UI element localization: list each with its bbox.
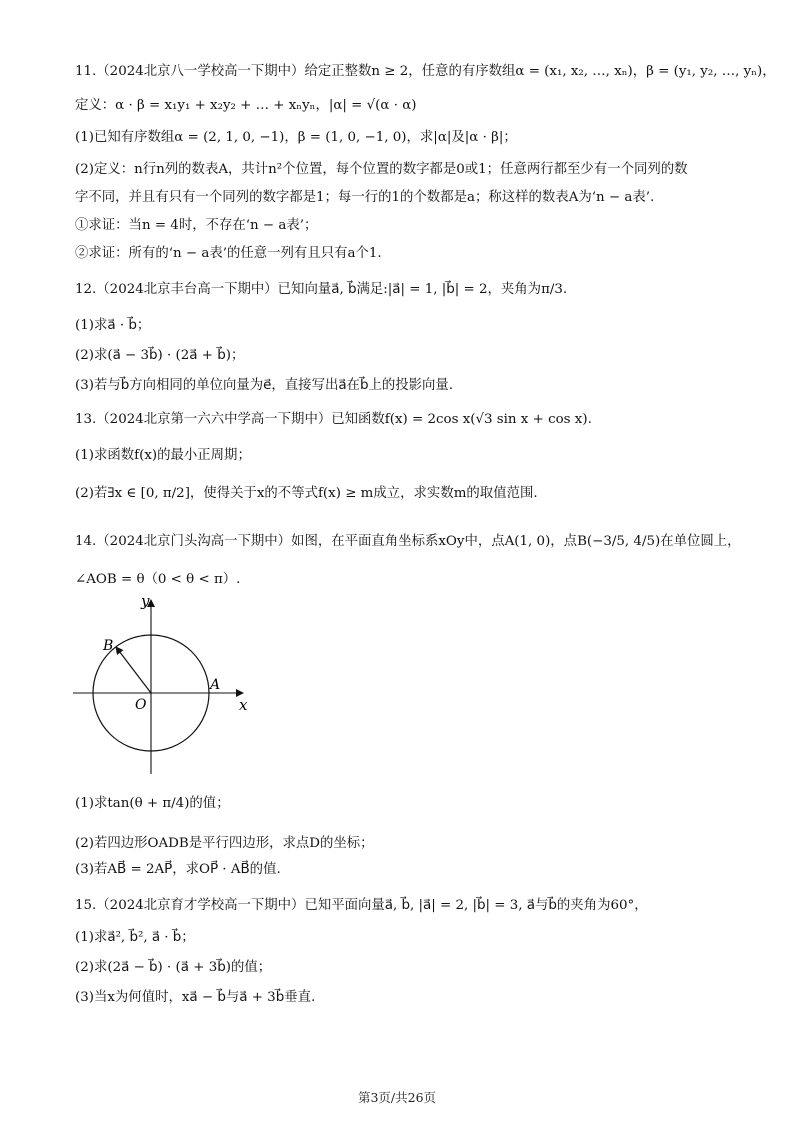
problem-12-part-2: (2)求(a⃗ − 3b⃗) · (2a⃗ + b⃗)； xyxy=(75,348,245,363)
problem-15-part-1: (1)求a⃗², b⃗², a⃗ · b⃗； xyxy=(75,930,195,945)
problem-13-part-1: (1)求函数f(x)的最小正周期； xyxy=(75,448,251,463)
problem-12-part-1: (1)求a⃗ · b⃗； xyxy=(75,318,151,333)
problem-13-stem: 13.（2024北京第一六六中学高一下期中）已知函数f(x) = 2cos x(√3 sin x + cos x). xyxy=(75,412,592,427)
problem-12-stem: 12.（2024北京丰台高一下期中）已知向量a⃗, b⃗满足:|a⃗| = 1, |b⃗| = 2，夹角为π/3. xyxy=(75,282,568,297)
problem-15-stem: 15.（2024北京育才学校高一下期中）已知平面向量a⃗, b⃗, |a⃗| = 2, |b⃗| = 3, a⃗与b⃗的夹角为60°， xyxy=(75,898,648,913)
problem-14-part-2: (2)若四边形OADB是平行四边形，求点D的坐标； xyxy=(75,836,374,851)
problem-14-stem-2: ∠AOB = θ（0 < θ < π）. xyxy=(75,572,241,587)
vector-ob xyxy=(116,647,151,693)
problem-15-part-3: (3)当x为何值时，xa⃗ − b⃗与a⃗ + 3b⃗垂直. xyxy=(75,990,316,1005)
x-axis-label: x xyxy=(239,696,248,714)
problem-11-part-1: (1)已知有序数组α = (2, 1, 0, −1)，β = (1, 0, −1, 0)，求|α|及|α · β|； xyxy=(75,130,517,145)
problem-11-part-2a: (2)定义：n行n列的数表A，共计n²个位置，每个位置的数字都是0或1；任意两行都至少有一个同列的数 xyxy=(75,162,688,177)
origin-label: O xyxy=(135,697,147,713)
point-b-label: B xyxy=(103,638,114,654)
problem-15-part-2: (2)求(2a⃗ − b⃗) · (a⃗ + 3b⃗)的值； xyxy=(75,960,272,975)
point-a-label: A xyxy=(210,677,221,693)
problem-11-part-2-i: ①求证：当n = 4时，不存在‘n − a表’； xyxy=(75,218,318,233)
problem-11-part-2-ii: ②求证：所有的‘n − a表’的任意一列有且只有a个1. xyxy=(75,246,382,261)
unit-circle-figure xyxy=(65,592,265,777)
problem-11-part-2b: 字不同，并且有只有一个同列的数字都是1；每一行的1的个数都是a；称这样的数表A为‘n − a表’. xyxy=(75,190,655,205)
problem-14-part-1: (1)求tan(θ + π/4)的值； xyxy=(75,796,230,811)
problem-14-stem-1: 14.（2024北京门头沟高一下期中）如图，在平面直角坐标系xOy中，点A(1, 0)，点B(−3/5, 4/5)在单位圆上， xyxy=(75,534,741,549)
problem-11-line-1: 11.（2024北京八一学校高一下期中）给定正整数n ≥ 2，任意的有序数组α = (x₁, x₂, …, xₙ)，β = (y₁, y₂, …, yₙ)， xyxy=(75,64,776,79)
y-axis-label: y xyxy=(141,592,150,610)
page-footer: 第3页/共26页 xyxy=(357,1090,437,1105)
problem-11-line-2: 定义：α · β = x₁y₁ + x₂y₂ + … + xₙyₙ，|α| = √(α · α) xyxy=(75,98,417,113)
problem-14-part-3: (3)若AB⃗ = 2AP⃗，求OP⃗ · AB⃗的值. xyxy=(75,862,281,877)
problem-12-part-3: (3)若与b⃗方向相同的单位向量为e⃗，直接写出a⃗在b⃗上的投影向量. xyxy=(75,378,454,393)
problem-13-part-2: (2)若∃x ∈ [0, π/2]，使得关于x的不等式f(x) ≥ m成立，求实数m的取值范围. xyxy=(75,486,538,501)
